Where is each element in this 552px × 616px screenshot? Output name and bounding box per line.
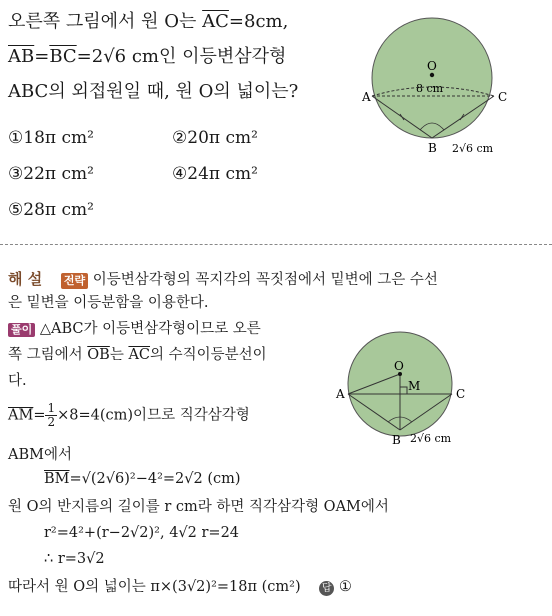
label-c: C (456, 387, 466, 401)
strategy-line-2: 은 밑변을 이등분함을 이용한다. (8, 295, 209, 311)
section-divider (0, 244, 552, 245)
choice-1[interactable] (8, 128, 94, 148)
label-c: C (498, 90, 508, 104)
label-a: A (336, 387, 345, 401)
answer-number: ① (338, 579, 352, 595)
solve-line-a (8, 318, 261, 340)
choice-number: ② (172, 128, 188, 148)
label-side: 2√6 cm (452, 142, 494, 155)
label-side: 2√6 cm (410, 432, 452, 445)
solution-header: 해 설 (8, 270, 43, 288)
strategy-tag: 전략 (61, 273, 88, 289)
fraction-half (45, 402, 57, 429)
choice-5[interactable] (8, 200, 94, 220)
solve-line-am (8, 402, 250, 429)
choice-number: ③ (8, 164, 24, 184)
solve-text: △ABC가 이등변삼각형이므로 오른 (39, 321, 261, 337)
label-m: M (408, 379, 421, 393)
solve-line-b (8, 344, 267, 366)
choice-text: 28π cm² (23, 200, 94, 220)
strategy-line-1 (8, 268, 478, 291)
center-point (430, 73, 434, 77)
choice-2[interactable] (172, 128, 258, 148)
solve-line-c: 다. (8, 373, 27, 389)
circle-o (372, 18, 492, 138)
solve-line-eq2: ∴ r=3√2 (44, 551, 105, 567)
solve-text: =√(2√6)²−4²=2√2 (cm) (69, 471, 241, 487)
problem-text: 오른쪽 그림에서 원 O는 (8, 11, 203, 32)
segment-am: $\overline{AM}$ (8, 407, 34, 424)
solve-text: 는 (109, 347, 129, 363)
fraction-numerator: 1 (47, 401, 56, 415)
label-o: O (394, 359, 404, 373)
problem-text: =8cm, (228, 11, 289, 32)
solve-line-eq1: r²=4²+(r−2√2)², 4√2 r=24 (44, 525, 240, 541)
label-b: B (428, 141, 437, 155)
answer-mark-icon: 답 (319, 581, 334, 596)
problem-text: = (34, 46, 50, 67)
choice-number: ① (8, 128, 24, 148)
problem-line-1 (8, 8, 288, 35)
problem-text: =2√6 cm인 이등변삼각형 (76, 46, 287, 67)
solve-text: 쪽 그림에서 (8, 347, 88, 363)
label-o: O (427, 59, 437, 73)
choice-text: 24π cm² (187, 164, 258, 184)
solve-line-abm: ABM에서 (8, 447, 72, 463)
segment-ac: $\overline{AC}$ (202, 11, 229, 32)
fraction-denominator: 2 (47, 415, 56, 429)
choice-number: ⑤ (8, 200, 24, 220)
solve-line-final (8, 576, 352, 598)
solve-text: 따라서 원 O의 넓이는 π×(3√2)²=18π (cm²) (8, 579, 301, 595)
figure-top-circle (360, 4, 550, 164)
segment-bm: $\overline{BM}$ (44, 471, 70, 487)
segment-ab: $\overline{AB}$ (8, 46, 35, 67)
problem-line-2 (8, 43, 286, 70)
solve-text: ×8=4(cm)이므로 직각삼각형 (57, 407, 250, 424)
solve-tag: 풀이 (8, 323, 35, 337)
choice-3[interactable] (8, 164, 94, 184)
figure-bottom-circle (330, 318, 490, 448)
segment-ac: $\overline{AC}$ (128, 347, 151, 363)
problem-line-3: ABC의 외접원일 때, 원 O의 넓이는? (8, 81, 299, 102)
label-b: B (392, 433, 401, 447)
strategy-text: 이등변삼각형의 꼭지각의 꼭짓점에서 밑변에 그은 수선 (92, 272, 438, 288)
solve-line-r: 원 O의 반지름의 길이를 r cm라 하면 직각삼각형 OAM에서 (8, 499, 389, 515)
segment-bc: $\overline{BC}$ (49, 46, 77, 67)
label-8cm: 8 cm (416, 82, 444, 95)
choice-text: 22π cm² (23, 164, 94, 184)
choice-text: 20π cm² (187, 128, 258, 148)
solve-text: 의 수직이등분선이 (150, 347, 267, 363)
segment-ob: $\overline{OB}$ (87, 347, 110, 363)
solve-text: = (33, 407, 46, 424)
label-a: A (362, 90, 371, 104)
solve-line-bm (44, 468, 241, 490)
choice-text: 18π cm² (23, 128, 94, 148)
choice-number: ④ (172, 164, 188, 184)
choice-4[interactable] (172, 164, 258, 184)
